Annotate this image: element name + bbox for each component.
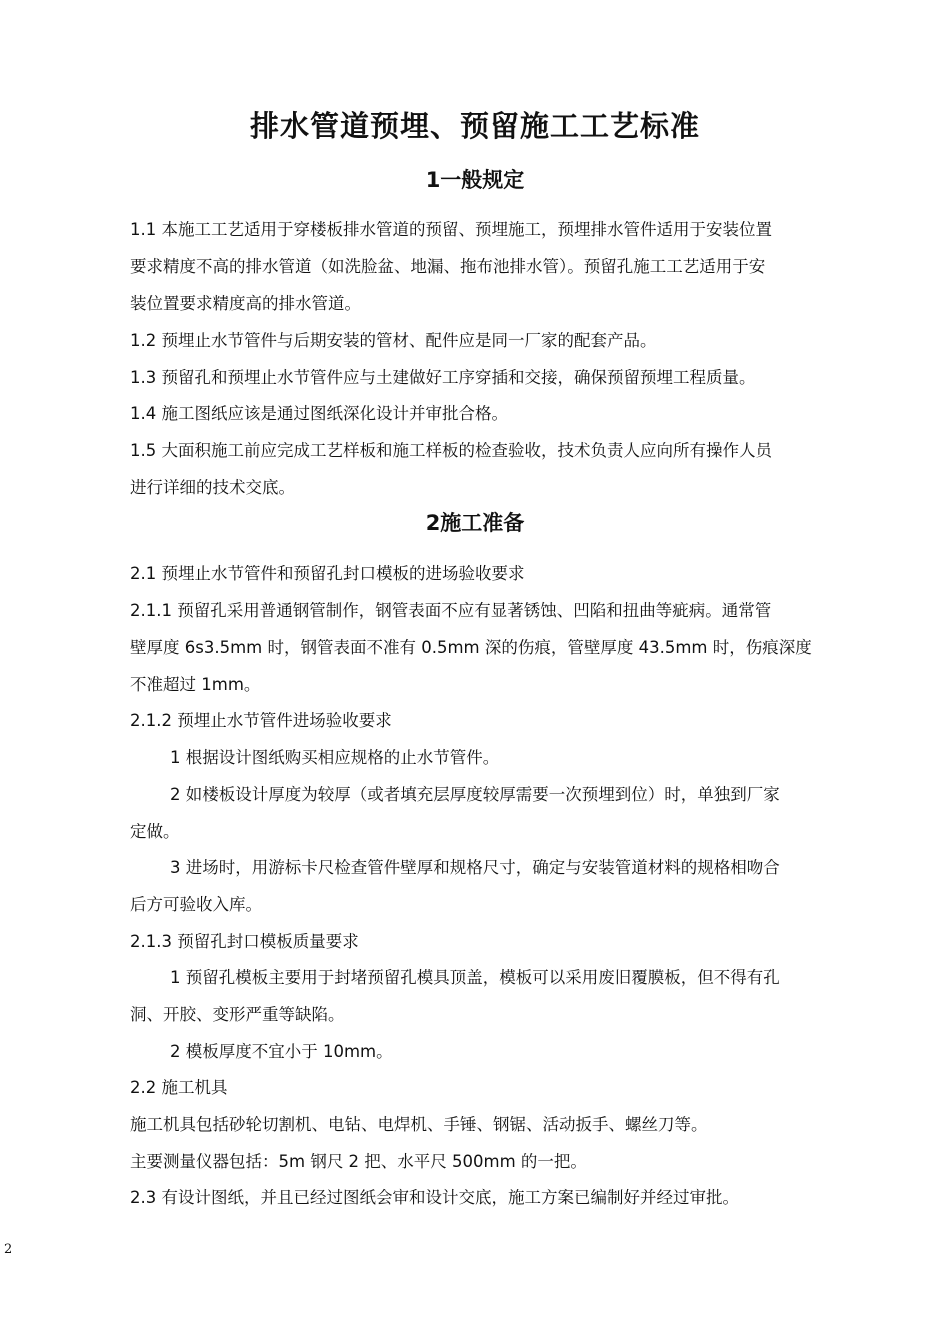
- paragraph-line: 洞、开胶、变形严重等缺陷。: [130, 1005, 345, 1024]
- paragraph-line: 1 预留孔模板主要用于封堵预留孔模具顶盖，模板可以采用废旧覆膜板，但不得有孔: [170, 968, 780, 987]
- paragraph-line: 2.1.1 预留孔采用普通钢管制作，钢管表面不应有显著锈蚀、凹陷和扭曲等疵病。通常管: [130, 601, 772, 620]
- paragraph-line: 后方可验收入库。: [130, 895, 262, 914]
- paragraph-line: 2.1.2 预埋止水节管件进场验收要求: [130, 711, 392, 730]
- paragraph-line: 装位置要求精度高的排水管道。: [130, 294, 361, 313]
- paragraph-line: 壁厚度 6s3.5mm 时，钢管表面不准有 0.5mm 深的伤痕，管壁厚度 43.5mm 时，伤痕深度: [130, 638, 812, 657]
- paragraph-line: 1.5 大面积施工前应完成工艺样板和施工样板的检查验收，技术负责人应向所有操作人员: [130, 441, 772, 460]
- document-title: 排水管道预埋、预留施工工艺标准: [249, 109, 700, 143]
- section-heading-general: 1一般规定: [425, 168, 525, 192]
- paragraph-line: 2 模板厚度不宜小于 10mm。: [170, 1042, 393, 1061]
- paragraph-line: 主要测量仪器包括：5m 钢尺 2 把、水平尺 500mm 的一把。: [130, 1152, 587, 1171]
- paragraph-line: 不准超过 1mm。: [130, 675, 261, 694]
- paragraph-line: 1.2 预埋止水节管件与后期安装的管材、配件应是同一厂家的配套产品。: [130, 331, 657, 350]
- paragraph-line: 2.1 预埋止水节管件和预留孔封口模板的进场验收要求: [130, 564, 525, 583]
- section-heading-preparation: 2施工准备: [425, 511, 525, 535]
- paragraph-line: 定做。: [130, 822, 180, 841]
- paragraph-line: 3 进场时，用游标卡尺检查管件壁厚和规格尺寸，确定与安装管道材料的规格相吻合: [170, 858, 780, 877]
- paragraph-line: 2.1.3 预留孔封口模板质量要求: [130, 932, 359, 951]
- paragraph-line: 要求精度不高的排水管道（如洗脸盆、地漏、拖布池排水管）。预留孔施工工艺适用于安: [130, 257, 766, 276]
- paragraph-line: 1.3 预留孔和预埋止水节管件应与土建做好工序穿插和交接，确保预留预埋工程质量。: [130, 368, 756, 387]
- paragraph-line: 2.2 施工机具: [130, 1078, 228, 1097]
- page-number: 2: [4, 1242, 13, 1257]
- paragraph-line: 进行详细的技术交底。: [130, 478, 295, 497]
- paragraph-line: 1 根据设计图纸购买相应规格的止水节管件。: [170, 748, 500, 767]
- paragraph-line: 1.4 施工图纸应该是通过图纸深化设计并审批合格。: [130, 404, 508, 423]
- paragraph-line: 2.3 有设计图纸，并且已经过图纸会审和设计交底，施工方案已编制好并经过审批。: [130, 1188, 739, 1207]
- paragraph-line: 施工机具包括砂轮切割机、电钻、电焊机、手锤、钢锯、活动扳手、螺丝刀等。: [130, 1115, 708, 1134]
- paragraph-line: 2 如楼板设计厚度为较厚（或者填充层厚度较厚需要一次预埋到位）时，单独到厂家: [170, 785, 780, 804]
- paragraph-line: 1.1 本施工工艺适用于穿楼板排水管道的预留、预埋施工，预埋排水管件适用于安装位置: [130, 220, 772, 239]
